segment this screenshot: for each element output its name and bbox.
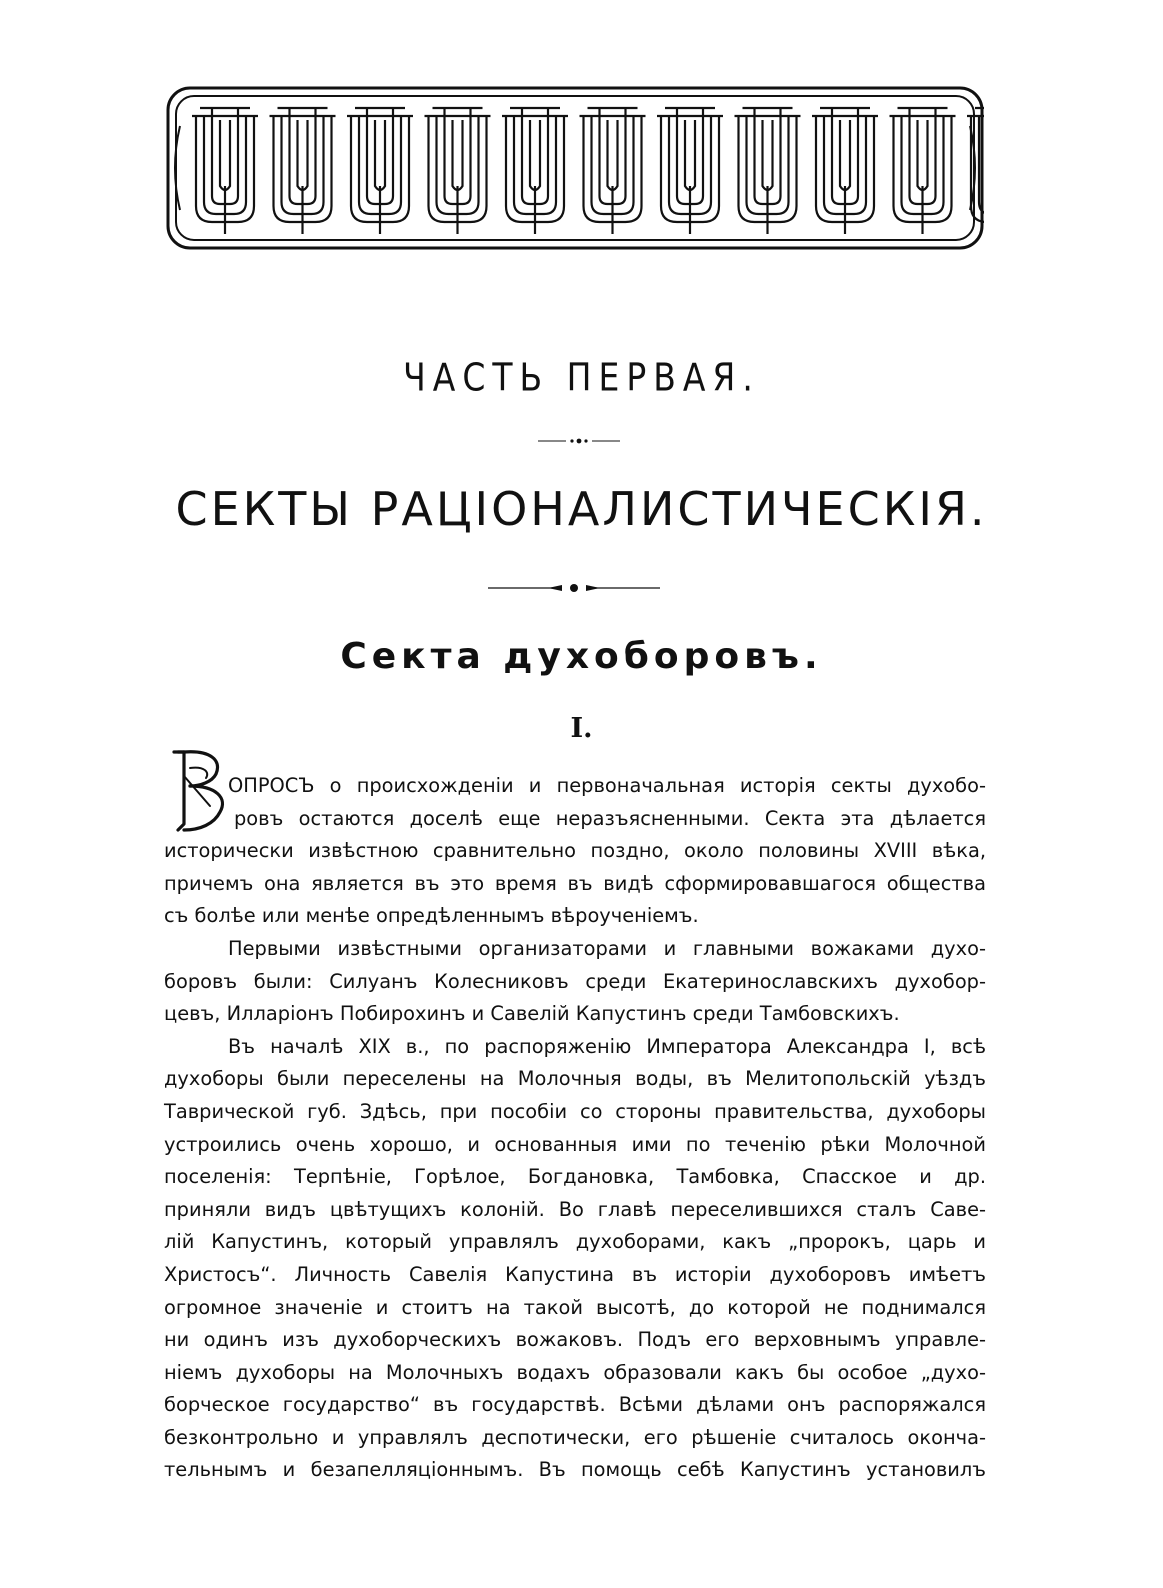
text-line: поселенія: Терпѣніе, Горѣлое, Богдановка, Тамбовка, Спасское и др. bbox=[164, 1165, 986, 1189]
text-line: духоборы были переселены на Молочныя воды, въ Мелитопольскій уѣздъ bbox=[164, 1067, 986, 1091]
body-text bbox=[164, 770, 986, 1487]
text-line: Первыми извѣстными организаторами и главными вожаками духо- bbox=[228, 936, 986, 960]
text-line: приняли видъ цвѣтущихъ колоній. Во главѣ переселившихся сталъ Саве- bbox=[164, 1197, 986, 1221]
text-line: Христосъ“. Личность Савелія Капустина въ исторіи духоборовъ имѣетъ bbox=[164, 1262, 986, 1286]
small-divider-rule bbox=[538, 437, 620, 445]
text-line: цевъ, Илларіонъ Побирохинъ и Савелій Капустинъ среди Тамбовскихъ. bbox=[164, 1002, 900, 1026]
chapter-number: I. bbox=[570, 713, 593, 744]
headpiece-motif bbox=[890, 108, 956, 234]
divider-rule bbox=[488, 582, 660, 594]
headpiece-motif bbox=[502, 108, 568, 234]
text-line: Въ началѣ XIX в., по распоряженію Императора Александра I, всѣ bbox=[228, 1034, 986, 1058]
text-line: ніемъ духоборы на Молочныхъ водахъ образовали какъ бы особое „духо- bbox=[164, 1360, 986, 1384]
text-line: безконтрольно и управлялъ деспотически, его рѣшеніе считалось оконча- bbox=[164, 1425, 986, 1449]
headpiece-motif bbox=[580, 108, 646, 234]
art-nouveau-headpiece-ornament bbox=[166, 86, 984, 250]
headpiece-motif bbox=[347, 108, 413, 234]
headpiece-motif bbox=[192, 108, 258, 234]
headpiece-motif bbox=[657, 108, 723, 234]
text-line: исторически извѣстною сравнительно поздно, около половины XVIII вѣка, bbox=[164, 839, 986, 863]
text-line: причемъ она является въ это время въ видѣ сформировавшагося общества bbox=[164, 871, 986, 895]
headpiece-motif bbox=[270, 108, 336, 234]
text-line: лій Капустинъ, который управлялъ духоборами, какъ „пророкъ, царь и bbox=[164, 1230, 986, 1254]
main-title: СЕКТЫ РАЦІОНАЛИСТИЧЕСКІЯ. bbox=[175, 482, 988, 536]
text-line: ровъ остаются доселѣ еще неразъясненными. Секта эта дѣлается bbox=[234, 806, 986, 830]
text-line: боровъ были: Силуанъ Колесниковъ среди Екатеринославскихъ духобор- bbox=[164, 969, 986, 993]
text-line: борческое государство“ въ государствѣ. Всѣми дѣлами онъ распоряжался bbox=[164, 1393, 986, 1417]
section-title: Секта духоборовъ. bbox=[340, 636, 823, 677]
headpiece-motif bbox=[812, 108, 878, 234]
text-line: ни одинъ изъ духоборческихъ вожаковъ. Подъ его верховнымъ управле- bbox=[164, 1328, 986, 1352]
text-line: ОПРОСЪ о происхожденіи и первоначальная исторія секты духобо- bbox=[228, 774, 986, 797]
part-title: ЧАСТЬ ПЕРВАЯ. bbox=[403, 355, 760, 400]
text-line: съ болѣе или менѣе опредѣленнымъ вѣроученіемъ. bbox=[164, 904, 699, 928]
headpiece-motif bbox=[735, 108, 801, 234]
headpiece-motif bbox=[425, 108, 491, 234]
text-line: тельнымъ и безапелляціоннымъ. Въ помощь себѣ Капустинъ установилъ bbox=[164, 1458, 986, 1482]
text-line: устроились очень хорошо, и основанныя ими по теченію рѣки Молочной bbox=[164, 1132, 986, 1156]
text-line: огромное значеніе и стоитъ на такой высотѣ, до которой не поднимался bbox=[164, 1295, 986, 1319]
text-line: Таврической губ. Здѣсь, при пособіи со стороны правительства, духоборы bbox=[164, 1099, 986, 1123]
